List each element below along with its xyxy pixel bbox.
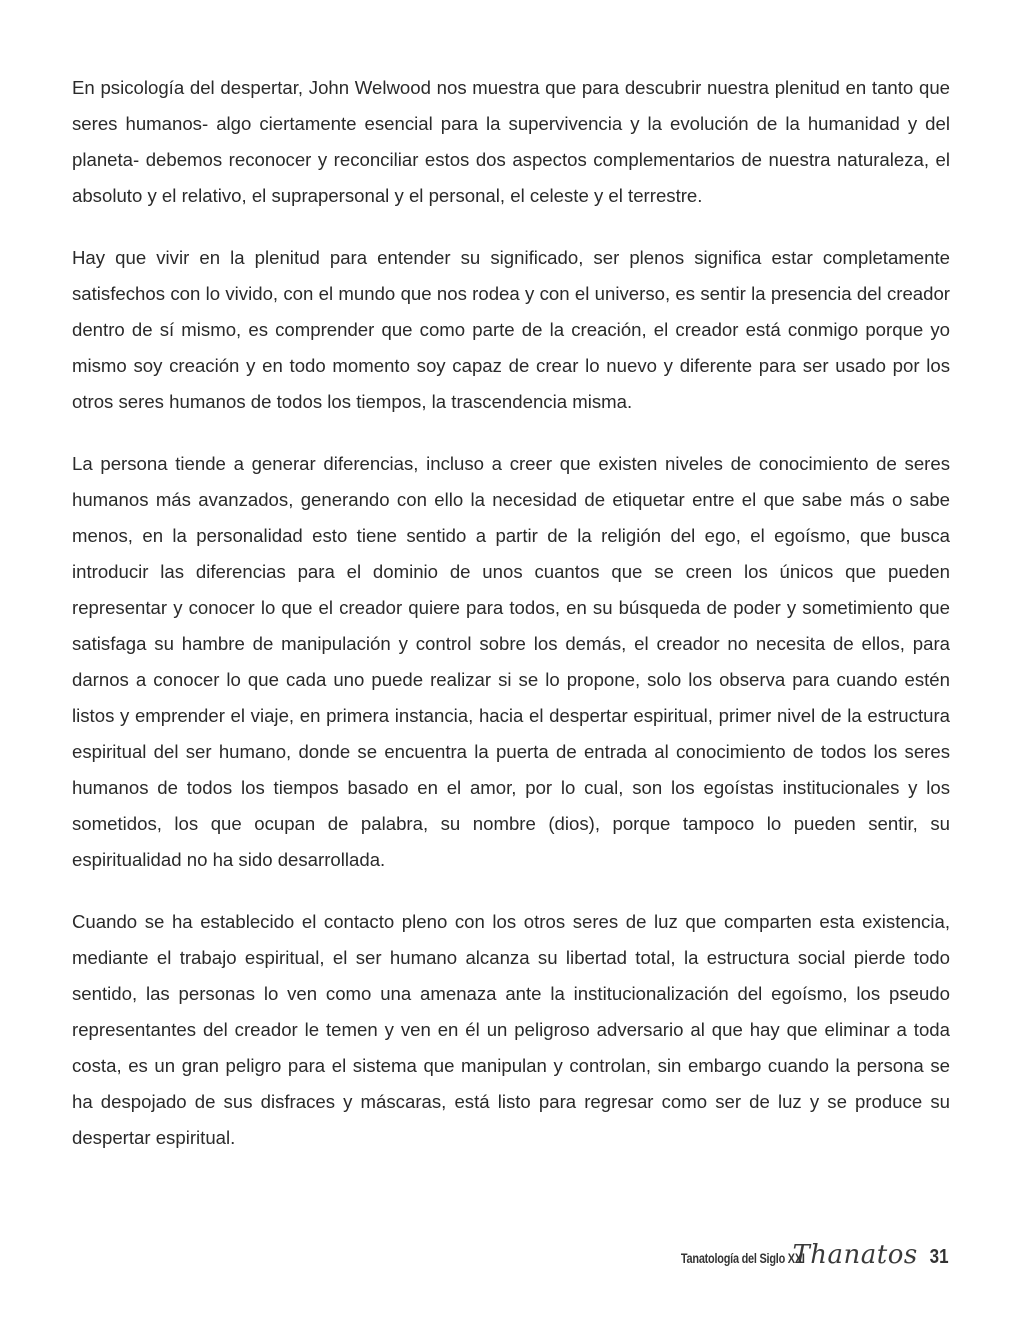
footer-publication-title: Tanatología del Siglo XXI xyxy=(680,1250,805,1266)
paragraph-1: En psicología del despertar, John Welwood nos muestra que para descubrir nuestra plenitud en tanto que seres humanos- algo ciertamente esencial para la supervivencia y la evolución de la humanidad y del planeta- debemos reconocer y reconciliar estos dos aspectos complementarios de nuestra naturaleza, el absoluto y el relativo, el suprapersonal y el personal, el celeste y el terrestre. xyxy=(72,77,950,206)
page-body xyxy=(72,70,950,1182)
paragraph-2: Hay que vivir en la plenitud para entender su significado, ser plenos significa estar completamente satisfechos con lo vivido, con el mundo que nos rodea y con el universo, es sentir la presencia del creador dentro de sí mismo, es comprender que como parte de la creación, el creador está conmigo porque yo mismo soy creación y en todo momento soy capaz de crear lo nuevo y diferente para ser usado por los otros seres humanos de todos los tiempos, la trascendencia misma. xyxy=(72,247,950,412)
page-number: 31 xyxy=(929,1246,949,1268)
paragraph-4: Cuando se ha establecido el contacto pleno con los otros seres de luz que comparten esta existencia, mediante el trabajo espiritual, el ser humano alcanza su libertad total, la estructura social pierde todo sentido, las personas lo ven como una amenaza ante la institucionalización del egoísmo, los pseudo representantes del creador le temen y ven en él un peligroso adversario al que hay que eliminar a toda costa, es un gran peligro para el sistema que manipulan y controlan, sin embargo cuando la persona se ha despojado de sus disfraces y máscaras, está listo para regresar como ser de luz y se produce su despertar espiritual. xyxy=(72,911,950,1148)
paragraph-3: La persona tiende a generar diferencias, incluso a creer que existen niveles de conocimiento de seres humanos más avanzados, generando con ello la necesidad de etiquetar entre el que sabe más o sabe menos, en la personalidad esto tiene sentido a partir de la religión del ego, el egoísmo, que busca introducir las diferencias para el dominio de unos cuantos que se creen los únicos que pueden representar y conocer lo que el creador quiere para todos, en su búsqueda de poder y sometimiento que satisfaga su hambre de manipulación y control sobre los demás, el creador no necesita de ellos, para darnos a conocer lo que cada uno puede realizar si se lo propone, solo los observa para cuando estén listos y emprender el viaje, en primera instancia, hacia el despertar espiritual, primer nivel de la estructura espiritual del ser humano, donde se encuentra la puerta de entrada al conocimiento de todos los seres humanos de todos los tiempos basado en el amor, por lo cual, son los egoístas institucionales y los sometidos, los que ocupan de palabra, su nombre (dios), porque tampoco lo pueden sentir, su espiritualidad no ha sido desarrollada. xyxy=(72,453,950,870)
footer-brand-logo: Thanatos xyxy=(792,1240,918,1270)
page-footer xyxy=(646,1240,950,1276)
